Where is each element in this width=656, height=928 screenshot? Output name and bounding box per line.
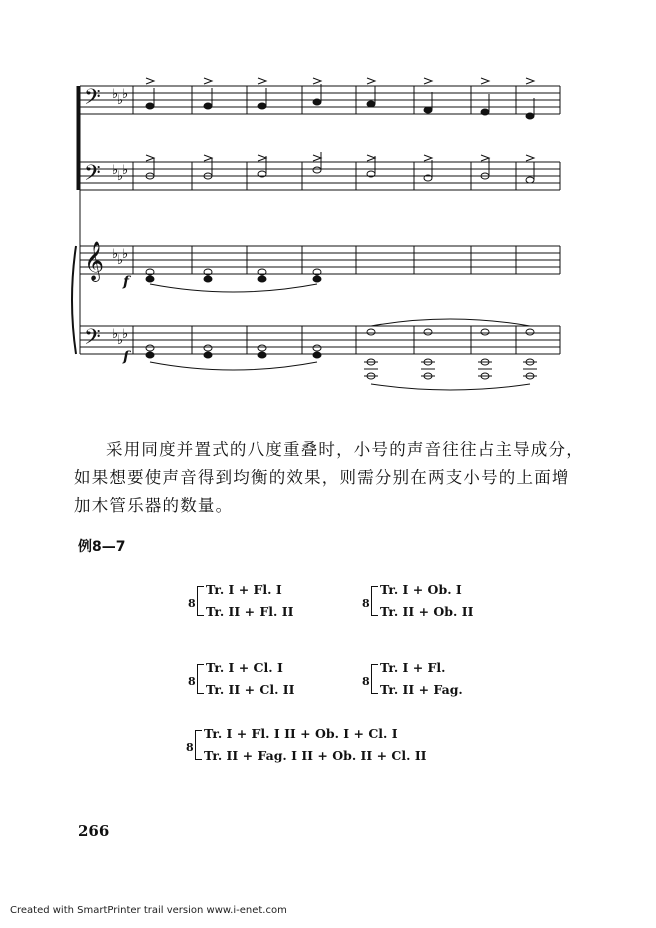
note-head (204, 276, 212, 282)
combo-line: Tr. I + Fl. I (206, 582, 282, 597)
treble-clef-icon: 𝄞 (84, 241, 105, 281)
note-head (481, 109, 489, 115)
combo-line: Tr. II + Ob. II (380, 604, 474, 619)
note-head (367, 101, 375, 107)
bass-clef-icon: 𝄢 (84, 85, 101, 115)
bass-clef-icon: 𝄢 (84, 161, 101, 191)
octave-mark: 8 (188, 597, 196, 610)
accent-mark (146, 78, 154, 84)
dynamic-f-treble: f (123, 274, 130, 290)
body-paragraph: 采用同度并置式的八度重叠时，小号的声音往往占主导成分，如果想要使声音得到均衡的效果，则需分别在两支小号的上面增加木管乐器的数量。 (74, 440, 584, 515)
page-number: 266 (78, 822, 110, 840)
flat-icon: ♭ (117, 333, 124, 348)
bracket-icon (371, 586, 378, 616)
note-head (424, 329, 432, 335)
accent-mark (313, 155, 321, 161)
note-head (204, 103, 212, 109)
note-head (258, 276, 266, 282)
octave-mark: 8 (186, 741, 194, 754)
flat-icon: ♭ (117, 93, 124, 108)
flat-icon: ♭ (117, 169, 124, 184)
accent-mark (367, 155, 375, 161)
accent-mark (204, 78, 212, 84)
bracket-icon (371, 664, 378, 694)
accent-mark (146, 155, 154, 161)
brace-icon (72, 246, 76, 354)
combo-line: Tr. II + Fag. I II + Ob. II + Cl. II (204, 748, 427, 763)
note-head (146, 103, 154, 109)
combo-line: Tr. I + Ob. I (380, 582, 462, 597)
combo-line: Tr. I + Fl. (380, 660, 446, 675)
note-head (258, 103, 266, 109)
note-head (526, 113, 534, 119)
flat-icon: ♭ (112, 163, 119, 178)
flat-icon: ♭ (117, 253, 124, 268)
accent-mark (481, 78, 489, 84)
note-head (313, 352, 321, 358)
combo-line: Tr. II + Cl. II (206, 682, 295, 697)
note-head (313, 99, 321, 105)
note-head (526, 329, 534, 335)
accent-mark (526, 78, 534, 84)
flat-icon: ♭ (122, 247, 129, 262)
note-head (526, 177, 534, 183)
footer-watermark: Created with SmartPrinter trail version www.i-enet.com (10, 905, 287, 916)
accent-mark (258, 78, 266, 84)
bracket-icon (195, 730, 202, 760)
octave-mark: 8 (362, 597, 370, 610)
accent-mark (424, 155, 432, 161)
flat-icon: ♭ (122, 87, 129, 102)
octave-mark: 8 (188, 675, 196, 688)
dynamic-f-bass: f (123, 349, 130, 365)
note-head (204, 352, 212, 358)
bass-clef-icon: 𝄢 (84, 325, 101, 355)
bracket-icon (197, 586, 204, 616)
accent-mark (258, 155, 266, 161)
note-head (146, 345, 154, 351)
bracket-icon (197, 664, 204, 694)
combo-line: Tr. II + Fag. (380, 682, 463, 697)
tie (371, 384, 530, 390)
note-head (146, 276, 154, 282)
accent-mark (367, 78, 375, 84)
combo-line: Tr. II + Fl. II (206, 604, 294, 619)
tie (371, 319, 530, 326)
flat-icon: ♭ (112, 87, 119, 102)
example-label: 例8—7 (78, 539, 126, 555)
note-head (146, 352, 154, 358)
slur (150, 284, 317, 292)
music-score (0, 0, 656, 400)
flat-icon: ♭ (112, 327, 119, 342)
note-head (424, 107, 432, 113)
note-head (313, 276, 321, 282)
flat-icon: ♭ (122, 163, 129, 178)
accent-mark (481, 155, 489, 161)
combo-line: Tr. I + Cl. I (206, 660, 283, 675)
accent-mark (424, 78, 432, 84)
note-head (367, 329, 375, 335)
flat-icon: ♭ (112, 247, 119, 262)
combo-line: Tr. I + Fl. I II + Ob. I + Cl. I (204, 726, 398, 741)
accent-mark (204, 155, 212, 161)
note-head (313, 167, 321, 173)
octave-mark: 8 (362, 675, 370, 688)
note-head (258, 345, 266, 351)
accent-mark (313, 78, 321, 84)
note-head (258, 352, 266, 358)
accent-mark (526, 155, 534, 161)
slur (150, 362, 317, 370)
note-head (481, 329, 489, 335)
flat-icon: ♭ (122, 327, 129, 342)
note-head (313, 345, 321, 351)
note-head (204, 345, 212, 351)
